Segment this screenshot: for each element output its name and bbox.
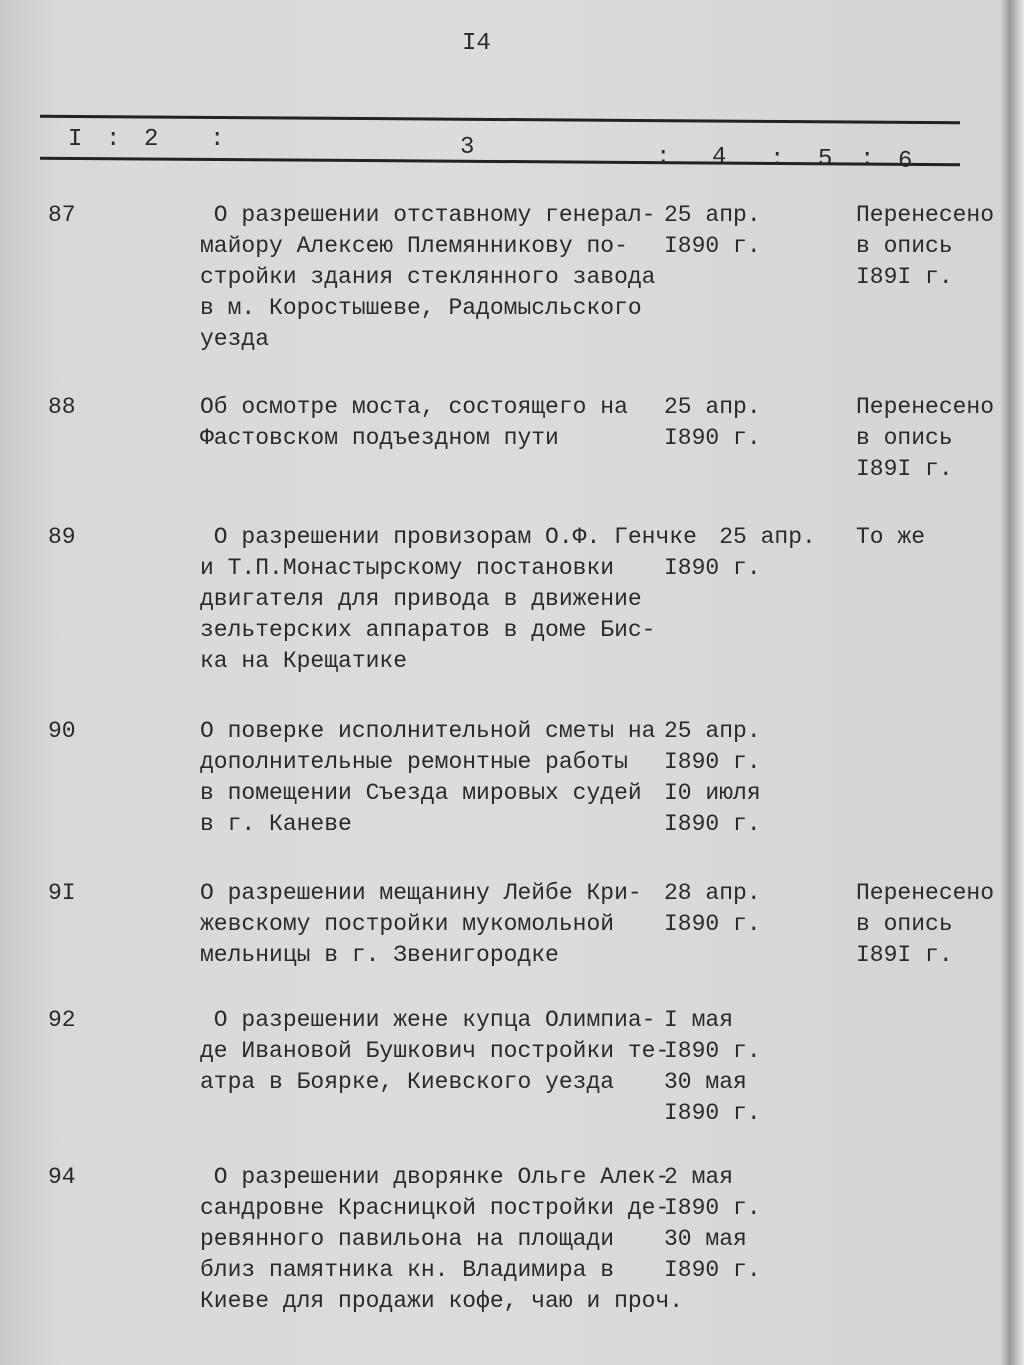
col-sep: : bbox=[106, 126, 121, 153]
page-number: I4 bbox=[462, 30, 491, 57]
row-description-line: О разрешении мещанину Лейбе Кри- bbox=[200, 880, 642, 906]
row-date-line: 25 апр. bbox=[664, 394, 761, 420]
row-description-line: дополнительные ремонтные работы bbox=[200, 749, 628, 775]
row-description-line: О разрешении провизорам О.Ф. Генчке bbox=[200, 524, 697, 550]
row-description bbox=[200, 1005, 669, 1098]
row-date bbox=[664, 200, 761, 262]
row-note-line: I89I г. bbox=[856, 264, 953, 290]
row-note-line: Перенесено bbox=[856, 202, 995, 228]
col-sep: : bbox=[860, 146, 875, 173]
row-note bbox=[856, 392, 994, 485]
row-date-line: I890 г. bbox=[664, 811, 761, 837]
row-date bbox=[664, 1005, 761, 1129]
row-description bbox=[200, 878, 642, 971]
row-note-line: в опись bbox=[856, 911, 953, 937]
row-description-line: О разрешении жене купца Олимпиа- bbox=[200, 1007, 656, 1033]
col-sep: : bbox=[656, 144, 671, 171]
row-date-line: I890 г. bbox=[664, 1257, 761, 1283]
row-description-line: Об осмотре моста, состоящего на bbox=[200, 394, 628, 420]
row-note-line: в опись bbox=[856, 425, 953, 451]
row-date-line: I890 г. bbox=[664, 911, 761, 937]
row-note-line: I89I г. bbox=[856, 456, 953, 482]
row-date-line: I890 г. bbox=[664, 1038, 761, 1064]
row-description bbox=[200, 200, 655, 355]
col-header-4: 4 bbox=[712, 144, 727, 171]
row-description-line: уезда bbox=[200, 326, 270, 352]
col-header-2: 2 bbox=[144, 126, 159, 153]
row-description-line: Фастовском подъездном пути bbox=[200, 425, 559, 451]
row-note bbox=[856, 522, 925, 553]
row-date-line: 30 мая bbox=[664, 1226, 747, 1252]
row-date-line: I мая bbox=[664, 1007, 734, 1033]
row-date-line: I0 июля bbox=[664, 780, 761, 806]
row-note bbox=[856, 200, 994, 293]
row-date-line: I890 г. bbox=[664, 1195, 761, 1221]
row-description bbox=[200, 392, 628, 454]
row-note-line: Перенесено bbox=[856, 880, 995, 906]
row-number: 92 bbox=[48, 1007, 76, 1033]
row-description bbox=[200, 522, 697, 677]
row-date-line: I890 г. bbox=[664, 749, 761, 775]
row-date bbox=[664, 1162, 761, 1286]
col-header-5: 5 bbox=[818, 146, 833, 173]
row-description-line: сандровне Красницкой постройки де- bbox=[200, 1195, 670, 1221]
row-number: 88 bbox=[48, 394, 76, 420]
row-date bbox=[664, 716, 761, 840]
row-date-line: 28 апр. bbox=[664, 880, 761, 906]
row-date-line: 25 апр. bbox=[664, 718, 761, 744]
col-header-6: 6 bbox=[898, 148, 913, 175]
row-description-line: в м. Коростышеве, Радомысльского bbox=[200, 295, 642, 321]
table-top-rule bbox=[40, 115, 960, 124]
row-date-line: I890 г. bbox=[664, 425, 761, 451]
col-sep: : bbox=[770, 146, 785, 173]
row-date-line: I890 г. bbox=[664, 233, 761, 259]
row-number: 9I bbox=[48, 880, 76, 906]
row-note-line: I89I г. bbox=[856, 942, 953, 968]
row-date-line: I890 г. bbox=[664, 555, 761, 581]
row-description-line: зельтерских аппаратов в доме Бис- bbox=[200, 617, 656, 643]
row-description-line: и Т.П.Монастырскому постановки bbox=[200, 555, 615, 581]
row-description-line: мельницы в г. Звенигородке bbox=[200, 942, 559, 968]
row-number: 90 bbox=[48, 718, 76, 744]
row-description-line: ка на Крещатике bbox=[200, 648, 408, 674]
col-header-1: I bbox=[68, 126, 83, 153]
row-description-line: ревянного павильона на площади bbox=[200, 1226, 615, 1252]
row-note bbox=[856, 878, 994, 971]
row-date-line: 30 мая bbox=[664, 1069, 747, 1095]
row-description-line: де Ивановой Бушкович постройки те- bbox=[200, 1038, 670, 1064]
row-description-line: в помещении Съезда мировых судей bbox=[200, 780, 642, 806]
row-date bbox=[664, 522, 816, 584]
row-number: 94 bbox=[48, 1164, 76, 1190]
row-description-line: жевскому постройки мукомольной bbox=[200, 911, 615, 937]
row-description bbox=[200, 1162, 683, 1317]
row-description-line: атра в Боярке, Киевского уезда bbox=[200, 1069, 615, 1095]
row-description-line: стройки здания стеклянного завода bbox=[200, 264, 656, 290]
row-description bbox=[200, 716, 655, 840]
col-header-3: 3 bbox=[460, 134, 475, 161]
row-description-line: Киеве для продажи кофе, чаю и проч. bbox=[200, 1288, 684, 1314]
row-number: 87 bbox=[48, 202, 76, 228]
col-sep: : bbox=[210, 126, 225, 153]
row-description-line: в г. Каневе bbox=[200, 811, 352, 837]
row-date-line: 25 апр. bbox=[664, 202, 761, 228]
row-number: 89 bbox=[48, 524, 76, 550]
row-date-line: I890 г. bbox=[664, 1100, 761, 1126]
row-note-line: в опись bbox=[856, 233, 953, 259]
row-description-line: О разрешении дворянке Ольге Алек- bbox=[200, 1164, 670, 1190]
row-date-line: 25 апр. bbox=[664, 524, 816, 550]
row-date bbox=[664, 392, 761, 454]
row-description-line: двигателя для привода в движение bbox=[200, 586, 642, 612]
row-description-line: майору Алексею Племянникову по- bbox=[200, 233, 628, 259]
row-description-line: О разрешении отставному генерал- bbox=[200, 202, 656, 228]
row-date-line: 2 мая bbox=[664, 1164, 734, 1190]
row-date bbox=[664, 878, 761, 940]
row-note-line: Перенесено bbox=[856, 394, 995, 420]
row-note-line: То же bbox=[856, 524, 926, 550]
row-description-line: О поверке исполнительной сметы на bbox=[200, 718, 656, 744]
row-description-line: близ памятника кн. Владимира в bbox=[200, 1257, 615, 1283]
